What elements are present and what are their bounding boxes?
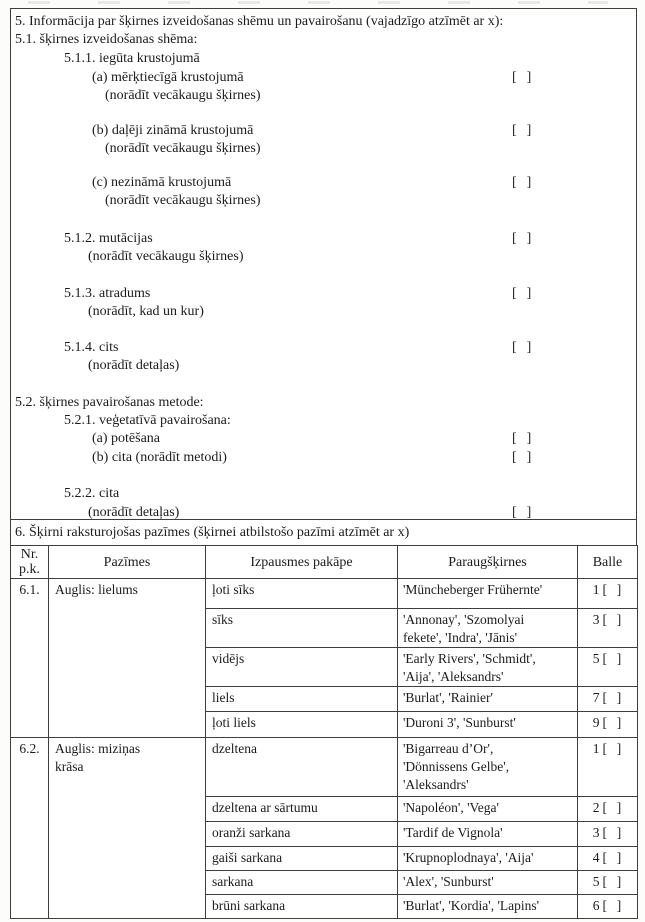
line-5-2-1-b: (b) cita (norādīt metodi) [ ] [92,450,533,465]
scan-noise [28,1,608,4]
score-checkbox[interactable]: [ ] [602,612,623,627]
checkbox-5-2-2[interactable]: [ ] [512,505,533,520]
checkbox-5-1-1-b[interactable]: [ ] [512,123,533,138]
cell-pakape: liels [206,687,398,712]
cell-nr: 6.2. [11,738,49,919]
note-5-1-1-c: (norādīt vecākaugu šķirnes) [105,193,261,208]
cell-pakape: vidējs [206,648,398,687]
cell-paraugskirnes: 'Müncheberger Frühernte' [398,579,578,609]
form-document [10,8,637,919]
line-5-1-1-a: (a) mērķtiecīgā krustojumā [ ] [92,70,533,85]
cell-paraugskirnes: 'Annonay', 'Szomolyai fekete', 'Indra', 'Jānis' [398,609,578,648]
score-checkbox[interactable]: [ ] [602,850,623,865]
cell-paraugskirnes: 'Bigarreau d’Or', 'Dönnissens Gelbe', 'Aleksandrs' [398,738,578,797]
cell-balle: 7 [ ] [578,687,638,712]
cell-paraugskirnes: 'Napoléon', 'Vega' [398,797,578,822]
table-header-row [11,546,638,579]
cell-pakape: sarkana [206,871,398,895]
col-header-balle: Balle [578,546,638,579]
cell-balle: 1 [ ] [578,738,638,797]
cell-balle: 4 [ ] [578,847,638,871]
line-5-1-1: 5.1.1. iegūta krustojumā [64,51,200,66]
cell-paraugskirnes: 'Burlat', 'Rainier' [398,687,578,712]
col-header-nr: Nr. p.k. [11,546,49,579]
cell-balle: 6 [ ] [578,895,638,919]
cell-balle: 3 [ ] [578,609,638,648]
line-5-2-2: 5.2.2. cita [64,486,120,501]
score-checkbox[interactable]: [ ] [602,874,623,889]
cell-pakape: ļoti liels [206,712,398,738]
note-5-2-2: (norādīt detaļas) [ ] [88,505,533,520]
line-5-2-1: 5.2.1. veģetatīvā pavairošana: [64,413,231,428]
line-5-2: 5.2. šķirnes pavairošanas metode: [15,395,204,410]
characteristics-table [10,545,638,919]
line-5-1-1-b: (b) daļēji zināmā krustojumā [ ] [92,123,533,138]
cell-balle: 3 [ ] [578,822,638,847]
cell-pazime: Auglis: lielums [49,579,206,738]
section-5-heading: 5. Informācija par šķirnes izveidošanas shēmu un pavairošanu (vajadzīgo atzīmēt ar x): [15,14,504,29]
note-5-1-2: (norādīt vecākaugu šķirnes) [88,249,244,264]
score-checkbox[interactable]: [ ] [602,582,623,597]
cell-pakape: brūni sarkana [206,895,398,919]
cell-balle: 5 [ ] [578,648,638,687]
score-checkbox[interactable]: [ ] [602,898,623,913]
cell-pakape: ļoti sīks [206,579,398,609]
line-5-1-3: 5.1.3. atradums [ ] [64,286,533,301]
note-5-1-1-b: (norādīt vecākaugu šķirnes) [105,141,261,156]
line-5-1-2: 5.1.2. mutācijas [ ] [64,231,533,246]
cell-balle: 1 [ ] [578,579,638,609]
checkbox-5-1-4[interactable]: [ ] [512,340,533,355]
cell-paraugskirnes: 'Early Rivers', 'Schmidt', 'Aija', 'Aleksandrs' [398,648,578,687]
note-5-1-4: (norādīt detaļas) [88,358,180,373]
checkbox-5-2-1-b[interactable]: [ ] [512,450,533,465]
cell-nr: 6.1. [11,579,49,738]
note-5-1-3: (norādīt, kad un kur) [88,304,204,319]
cell-pakape: sīks [206,609,398,648]
score-checkbox[interactable]: [ ] [602,741,623,756]
cell-paraugskirnes: 'Krupnoplodnaya', 'Aija' [398,847,578,871]
score-checkbox[interactable]: [ ] [602,651,623,666]
table-row [11,738,638,797]
section-6-title: 6. Šķirni raksturojošas pazīmes (šķirnei atbilstošo pazīmi atzīmēt ar x) [10,520,637,545]
line-5-2-1-a: (a) potēšana [ ] [92,431,533,446]
col-header-izpausmes-pakape: Izpausmes pakāpe [206,546,398,579]
table-row [11,579,638,609]
cell-pakape: gaiši sarkana [206,847,398,871]
section-5 [10,8,637,520]
cell-pakape: dzeltena ar sārtumu [206,797,398,822]
cell-pazime: Auglis: miziņas krāsa [49,738,206,919]
cell-balle: 9 [ ] [578,712,638,738]
score-checkbox[interactable]: [ ] [602,690,623,705]
checkbox-5-1-1-c[interactable]: [ ] [512,175,533,190]
score-checkbox[interactable]: [ ] [602,800,623,815]
checkbox-5-1-2[interactable]: [ ] [512,231,533,246]
score-checkbox[interactable]: [ ] [602,715,623,730]
checkbox-5-1-3[interactable]: [ ] [512,286,533,301]
col-header-pazimes: Pazīmes [49,546,206,579]
line-5-1-1-c: (c) nezināmā krustojumā [ ] [92,175,533,190]
cell-pakape: oranži sarkana [206,822,398,847]
line-5-1-4: 5.1.4. cits [ ] [64,340,533,355]
col-header-paraugskirnes: Paraugšķirnes [398,546,578,579]
checkbox-5-2-1-a[interactable]: [ ] [512,431,533,446]
cell-paraugskirnes: 'Tardif de Vignola' [398,822,578,847]
cell-paraugskirnes: 'Burlat', 'Kordia', 'Lapins' [398,895,578,919]
score-checkbox[interactable]: [ ] [602,825,623,840]
cell-balle: 2 [ ] [578,797,638,822]
cell-balle: 5 [ ] [578,871,638,895]
checkbox-5-1-1-a[interactable]: [ ] [512,70,533,85]
cell-pakape: dzeltena [206,738,398,797]
note-5-1-1-a: (norādīt vecākaugu šķirnes) [105,88,261,103]
line-5-1: 5.1. šķirnes izveidošanas shēma: [15,32,198,47]
cell-paraugskirnes: 'Alex', 'Sunburst' [398,871,578,895]
cell-paraugskirnes: 'Duroni 3', 'Sunburst' [398,712,578,738]
